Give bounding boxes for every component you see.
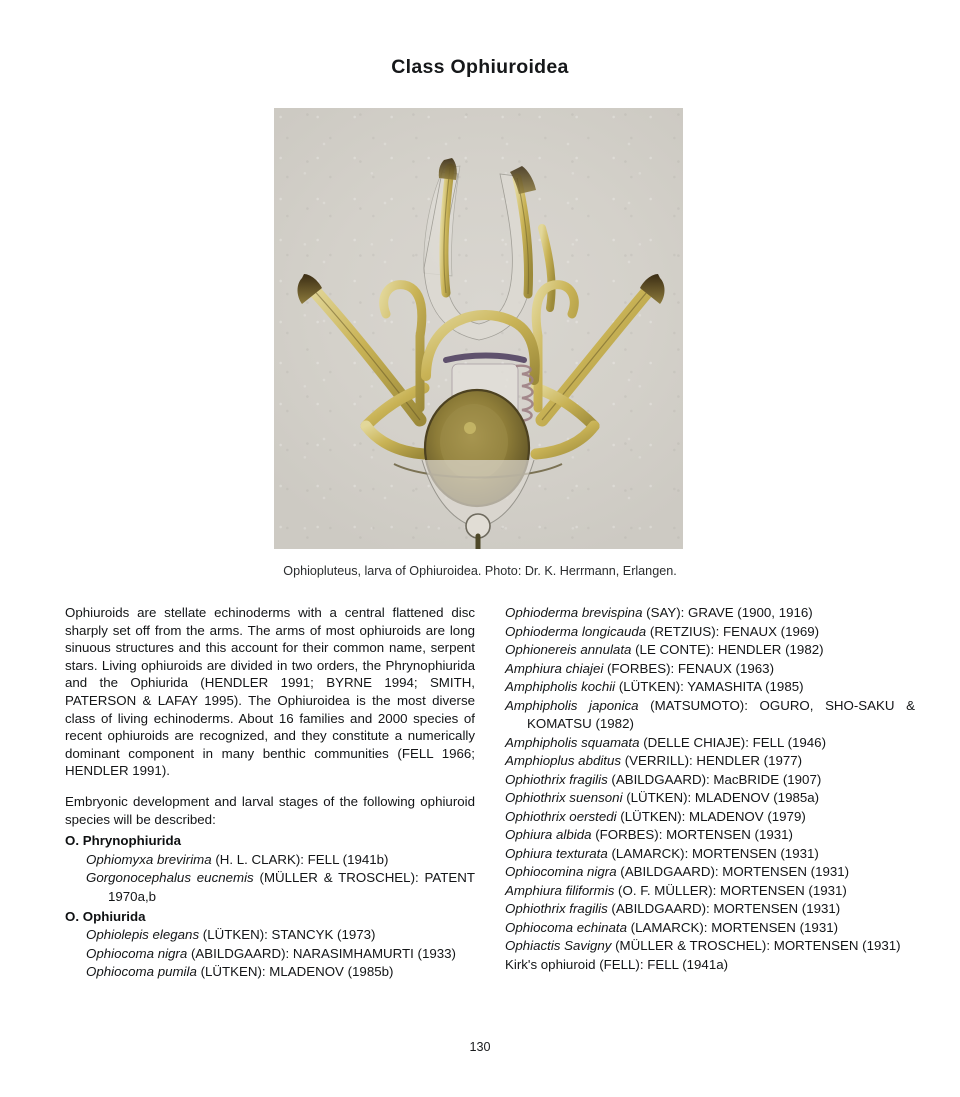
species-reference: (MÜLLER & TROSCHEL): PATENT 1970a,b xyxy=(108,870,475,904)
species-name: Ophiura albida xyxy=(505,827,592,842)
list-item xyxy=(505,863,915,882)
species-name: Amphioplus abditus xyxy=(505,753,622,768)
species-name: Amphipholis kochii xyxy=(505,679,616,694)
list-item xyxy=(86,963,475,982)
species-name: Ophiothrix suensoni xyxy=(505,790,623,805)
species-name: Gorgonocephalus eucnemis xyxy=(86,870,254,886)
species-reference: (LÜTKEN): STANCYK (1973) xyxy=(199,927,376,943)
species-reference: (LAMARCK): MORTENSEN (1931) xyxy=(607,845,819,861)
species-list xyxy=(86,926,475,982)
species-name: Ophiocoma nigra xyxy=(86,945,188,961)
description-intro-paragraph: Embryonic development and larval stages of the following ophiuroid species will be described: xyxy=(65,793,475,827)
species-name: Ophiocoma echinata xyxy=(505,919,627,935)
list-item xyxy=(505,900,915,919)
species-name: Ophiothrix oerstedi xyxy=(505,808,617,824)
species-reference: (LÜTKEN): YAMASHITA (1985) xyxy=(615,679,804,694)
species-name: Ophiothrix fragilis xyxy=(505,901,608,916)
species-name: Ophioderma longicauda xyxy=(505,623,647,639)
species-reference: (ABILDGAARD): MORTENSEN (1931) xyxy=(616,864,850,879)
species-reference: (O. F. MÜLLER): MORTENSEN (1931) xyxy=(614,882,847,898)
list-item xyxy=(86,851,475,870)
order-ophiurida xyxy=(65,908,475,982)
list-item xyxy=(505,641,915,660)
list-item xyxy=(505,808,915,827)
species-reference: (FORBES): MORTENSEN (1931) xyxy=(591,827,793,842)
list-item xyxy=(505,956,915,975)
list-item xyxy=(505,734,915,753)
list-item xyxy=(86,945,475,964)
species-name: Ophiocoma pumila xyxy=(86,964,197,980)
list-item xyxy=(505,660,915,679)
figure-ophiopluteus xyxy=(274,108,683,549)
species-name: Ophiothrix fragilis xyxy=(505,771,608,787)
list-item xyxy=(505,919,915,938)
species-reference: (ABILDGAARD): MacBRIDE (1907) xyxy=(607,771,822,787)
list-item xyxy=(86,926,475,945)
species-name: Ophioderma brevispina xyxy=(505,605,643,620)
species-reference: (FELL): FELL (1941a) xyxy=(595,956,729,972)
species-name: Ophionereis annulata xyxy=(505,642,632,657)
species-reference: (LÜTKEN): MLADENOV (1979) xyxy=(616,808,806,824)
species-list xyxy=(86,851,475,907)
list-item xyxy=(505,845,915,864)
list-item xyxy=(505,752,915,771)
species-name: Amphipholis squamata xyxy=(505,734,640,750)
list-item xyxy=(505,604,915,623)
page-title: Class Ophiuroidea xyxy=(391,56,569,78)
list-item xyxy=(505,678,915,697)
species-list xyxy=(505,604,915,974)
species-reference: (DELLE CHIAJE): FELL (1946) xyxy=(639,734,826,750)
species-name: Ophiura texturata xyxy=(505,845,608,861)
species-name: Amphipholis japonica xyxy=(505,697,639,713)
list-item xyxy=(505,882,915,901)
species-reference: (SAY): GRAVE (1900, 1916) xyxy=(642,605,813,620)
species-reference: (LAMARCK): MORTENSEN (1931) xyxy=(626,919,839,935)
species-reference: (ABILDGAARD): MORTENSEN (1931) xyxy=(607,901,841,916)
species-name: Ophiomyxa brevirima xyxy=(86,851,212,867)
intro-paragraph: Ophiuroids are stellate echinoderms with a central flattened disc sharply set off from the arms. The arms of most ophiuroids are long sinuous structures and this account for their common name, serpent stars. Living ophiuroids are divided in two orders, the Phrynophiurida and the Ophiurida (HENDLER 1991; BYRNE 1994; SMITH, PATERSON & LAFAY 1995). The Ophiuroidea is the most diverse class of living echinoderms. About 16 families and 2000 species of recent ophiuroids are recognized, and they constitute a numerically dominant component in many benthic communities (FELL 1966; HENDLER 1991). xyxy=(65,605,475,779)
species-name: Amphiura chiajei xyxy=(505,660,604,676)
right-column xyxy=(505,604,915,982)
larva-illustration xyxy=(274,108,683,549)
species-reference: (MATSUMOTO): OGURO, SHO-SAKU & KOMATSU (1982) xyxy=(527,697,915,731)
species-reference: (LÜTKEN): MLADENOV (1985a) xyxy=(622,790,820,805)
species-reference: (FORBES): FENAUX (1963) xyxy=(603,660,774,676)
left-column xyxy=(65,604,475,982)
order-heading: O. Phrynophiurida xyxy=(65,833,181,849)
species-reference: (ABILDGAARD): NARASIMHAMURTI (1933) xyxy=(187,945,456,961)
list-item xyxy=(505,937,915,956)
list-item xyxy=(505,623,915,642)
body-columns xyxy=(65,604,915,982)
species-name: Amphiura filiformis xyxy=(505,882,615,898)
species-reference: (LE CONTE): HENDLER (1982) xyxy=(631,642,824,657)
species-reference: (MÜLLER & TROSCHEL): MORTENSEN (1931) xyxy=(611,938,901,953)
species-reference: (RETZIUS): FENAUX (1969) xyxy=(646,623,820,639)
species-reference: (LÜTKEN): MLADENOV (1985b) xyxy=(196,964,394,980)
list-item xyxy=(505,771,915,790)
order-heading: O. Ophiurida xyxy=(65,909,146,925)
list-item xyxy=(86,869,475,906)
list-item xyxy=(505,789,915,808)
species-name: Ophiactis Savigny xyxy=(505,938,612,953)
page-number: 130 xyxy=(469,1040,491,1054)
order-phrynophiurida xyxy=(65,832,475,906)
list-item xyxy=(505,697,915,734)
ophiopluteus-larva-micrograph xyxy=(274,108,683,549)
species-reference: (VERRILL): HENDLER (1977) xyxy=(621,753,803,768)
species-reference: (H. L. CLARK): FELL (1941b) xyxy=(211,851,389,867)
species-name: Ophiocomina nigra xyxy=(505,864,617,879)
species-name: Ophiolepis elegans xyxy=(86,927,200,943)
figure-caption: Ophiopluteus, larva of Ophiuroidea. Photo: Dr. K. Herrmann, Erlangen. xyxy=(283,564,677,578)
species-name: Kirk's ophiuroid xyxy=(505,956,596,972)
list-item xyxy=(505,826,915,845)
